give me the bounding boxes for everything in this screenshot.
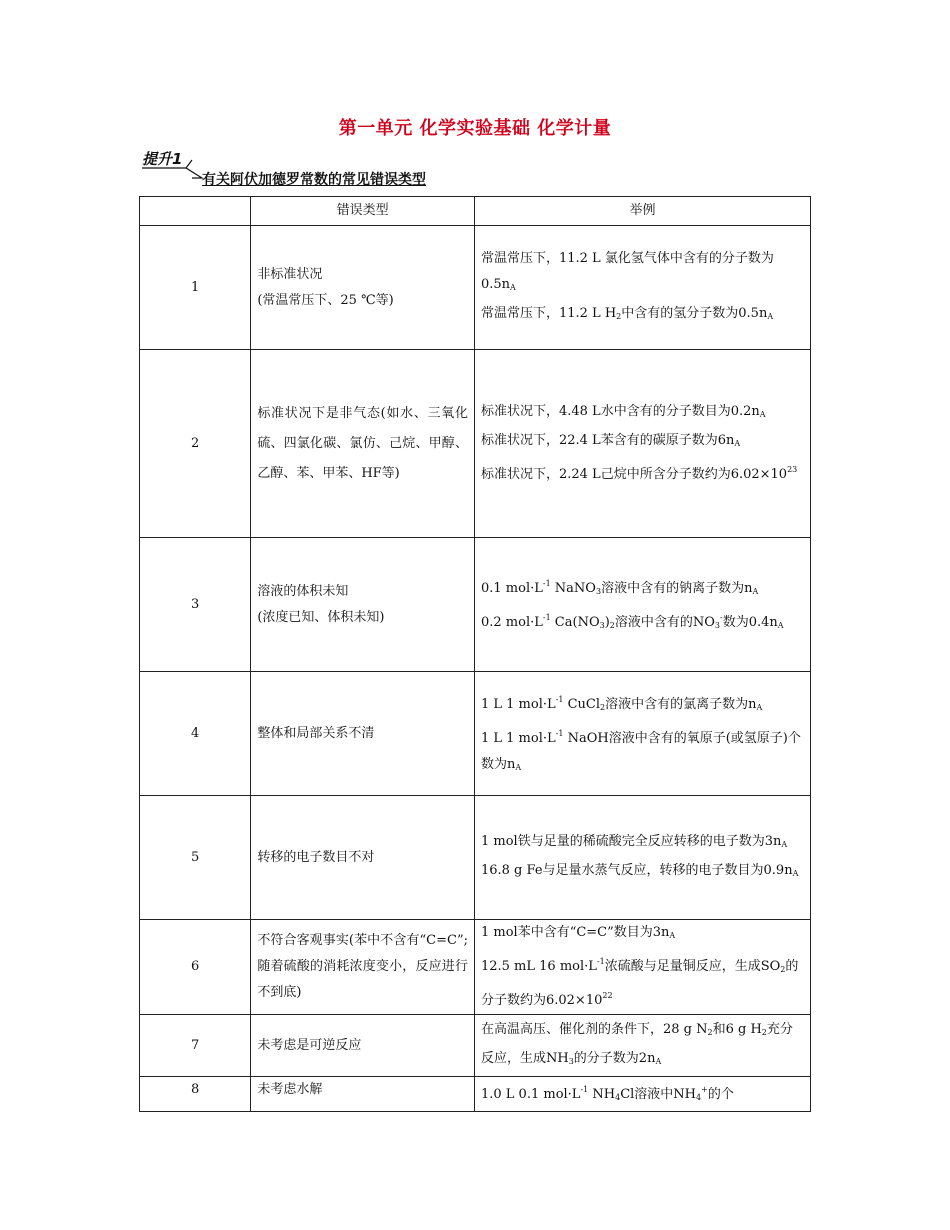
example-text: 12.5 mL 16 $mol\cdot L^{-1}$浓硫酸与足量铜反应，生成$SO_2$的分子数约为$6.02\times 10^{22}$ — [480, 957, 799, 1008]
table-row — [140, 796, 811, 920]
example-text: 1 L 1 $mol\cdot L^{-1}$ CuCl$_2$溶液中含有的氯离子数为$n_A$ — [480, 694, 763, 712]
error-type-line: 溶液的体积未知 — [257, 583, 349, 599]
error-types-table — [139, 196, 811, 1112]
table-header-row — [140, 197, 811, 226]
error-type — [251, 226, 475, 350]
example-text: 1.0 L 0.1 $mol\cdot L^{-1}$ $NH_4Cl$溶液中$NH_4^+$的个 — [480, 1085, 734, 1102]
example-cell — [474, 226, 810, 350]
header-cell-index — [140, 197, 251, 226]
header-cell-example: 举例 — [474, 197, 810, 226]
error-type-line: (常温常压下、25 ℃等) — [257, 292, 394, 308]
error-type — [251, 538, 475, 672]
section-tag: 提升1 — [142, 150, 183, 168]
section-subtitle: 有关阿伏加德罗常数的常见错误类型 — [202, 172, 426, 188]
example-text: 0.2 $mol\cdot L^{-1}$ $Ca(NO_3)_2$溶液中含有的$NO_3^-$数为$0.4n_A$ — [480, 612, 784, 630]
table-row — [140, 920, 811, 1015]
example-text: 0.1 $mol\cdot L^{-1}$ NaNO$_3$溶液中含有的钠离子数为$n_A$ — [480, 578, 759, 596]
error-type: 不符合客观事实(苯中不含有“C=C”;随着硫酸的消耗浓度变小，反应进行不到底) — [251, 920, 475, 1015]
page-title: 第一单元 化学实验基础 化学计量 — [338, 118, 612, 139]
table-row — [140, 672, 811, 796]
row-number: 7 — [140, 1015, 251, 1077]
section-header — [140, 148, 480, 188]
table-row — [140, 1077, 811, 1112]
example-cell — [474, 672, 810, 796]
example-text: 标准状况下，22.4 L苯含有的碳原子数为$6n_A$ — [480, 433, 741, 448]
example-cell — [474, 920, 810, 1015]
error-type — [251, 350, 475, 538]
example-cell — [474, 796, 810, 920]
example-cell — [474, 1077, 810, 1112]
example-text: 1 L 1 $mol\cdot L^{-1}$ NaOH溶液中含有的氧原子(或氢原子)个数为$n_A$ — [480, 728, 801, 772]
table-row — [140, 226, 811, 350]
row-number: 8 — [140, 1077, 251, 1112]
error-type: 未考虑是可逆反应 — [251, 1015, 475, 1077]
table-row — [140, 350, 811, 538]
table-row — [140, 538, 811, 672]
row-number: 1 — [140, 226, 251, 350]
row-number: 3 — [140, 538, 251, 672]
example-cell — [474, 538, 810, 672]
error-type-line: 标准状况下是非气态(如水、三氧化硫、四氯化碳、氯仿、己烷、甲醇、乙醇、苯、甲苯、HF等) — [257, 405, 468, 481]
example-cell — [474, 350, 810, 538]
example-cell — [474, 1015, 810, 1077]
error-type: 转移的电子数目不对 — [251, 796, 475, 920]
table-row — [140, 1015, 811, 1077]
row-number: 4 — [140, 672, 251, 796]
example-text: 标准状况下，4.48 L水中含有的分子数目为$0.2n_A$ — [480, 404, 766, 419]
error-type: 未考虑水解 — [251, 1077, 475, 1112]
example-text: 在高温高压、催化剂的条件下，28 g $N_2$和6 g $H_2$充分反应，生成$NH_3$的分子数为$2n_A$ — [480, 1021, 793, 1066]
example-text: 常温常压下，11.2 L 氯化氢气体中含有的分子数为$0.5n_A$ — [480, 250, 774, 292]
error-type-line: (浓度已知、体积未知) — [257, 609, 385, 625]
error-type: 整体和局部关系不清 — [251, 672, 475, 796]
example-text: 16.8 g Fe与足量水蒸气反应，转移的电子数目为$0.9n_A$ — [480, 862, 799, 878]
example-text: 标准状况下，2.24 L己烷中所含分子数约为$6.02\times 10^{23}$ — [480, 465, 798, 482]
error-type-line: 非标准状况 — [257, 266, 323, 282]
header-cell-type: 错误类型 — [251, 197, 475, 226]
row-number: 2 — [140, 350, 251, 538]
row-number: 6 — [140, 920, 251, 1015]
row-number: 5 — [140, 796, 251, 920]
example-text: 1 mol苯中含有“C=C”数目为$3n_A$ — [480, 925, 676, 940]
example-text: 常温常压下，11.2 L $H_2$中含有的氢分子数为$0.5n_A$ — [480, 305, 774, 321]
example-text: 1 mol铁与足量的稀硫酸完全反应转移的电子数为$3n_A$ — [480, 833, 788, 849]
